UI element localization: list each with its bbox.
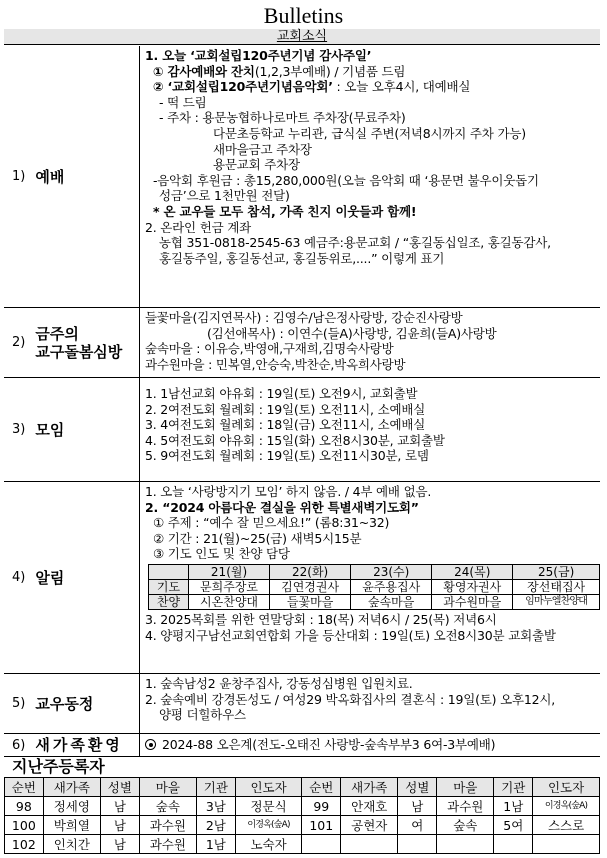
schedule-row-prayer: 기도 문희주장로 김연경권사 윤주용집사 황영자권사 장선태집사 bbox=[149, 579, 600, 594]
registrants-table bbox=[4, 777, 600, 854]
notices-content: 1. 오늘 ‘사랑방지기 모임’ 하지 않음. / 4부 예배 없음. 2. “2024 아름다운 결실을 위한 특별새벽기도회” ① 주제 : “예수 잘 믿으세요!” (롬8:31~32) ② 기간 : 21(월)~25(금) 새벽5시15분 ③ 기도 인도 및 찬양 담당 21(월) 22(화) 23(수) 24(목) 25(금) 기도 문희주장로 김연경권사 윤주용집사 황영자권사 장선태집사 찬양 시온찬양대 들꽃마을 숲속마을 과수원마을 임마누엘찬양대 3. 2025목회를 위한 연말당회 : 18(목) 저녁6시 / 25(목) 저녁6시 4. 양평지구남선교회연합회 가을 등산대회 : 19일(토) 오전8시30분 교회출발 bbox=[139, 482, 600, 673]
section-visitation bbox=[4, 308, 600, 378]
section-label: 4) 알림 bbox=[12, 568, 65, 587]
section-members-news bbox=[4, 674, 600, 734]
prayer-schedule-table bbox=[148, 564, 600, 610]
section-label: 3) 모임 bbox=[12, 420, 65, 439]
section-notices bbox=[4, 482, 600, 674]
welcome-content: 2024-88 오은계(전도-오태진 사랑방-숲속부부3 6여-3부예배) bbox=[139, 734, 600, 756]
meetings-content: 1. 1남선교회 야유회 : 19일(토) 오전9시, 교회출발 2. 2여전도회 월례회 : 19일(토) 오전11시, 소예배실 3. 4여전도회 월례회 : 18일(금) 오전11시, 소예배실 4. 5여전도회 야유회 : 15일(화) 오전8시30분, 교회출발 5. 9여전도회 월례회 : 19일(토) 오전11시30분, 로뎀 bbox=[139, 378, 600, 481]
section-meetings bbox=[4, 378, 600, 482]
table-header-row: 순번 새가족 성별 마을 기관 인도자 순번 새가족 성별 마을 기관 인도자 bbox=[5, 778, 600, 797]
table-row: 100 박희열 남 과수원 2남 이경옥(숲A) 101 공현자 여 숲속 5여 스스로 bbox=[5, 816, 600, 835]
schedule-header-row: 21(월) 22(화) 23(수) 24(목) 25(금) bbox=[149, 564, 600, 579]
section-label: 6) 새가족환영 bbox=[12, 736, 123, 754]
visitation-content: 들꽃마을(김지연목사) : 김영수/남은정사랑방, 강순진사랑방 (김선애목사) : 이연수(들A)사랑방, 김윤희(들A)사랑방 숲속마을 : 이유승,박영애,구재희,김명숙사랑방 과수원마을 : 민복열,안승숙,박찬순,박옥희사랑방 bbox=[139, 308, 600, 377]
registrants-title: 지난주등록자 bbox=[12, 757, 105, 776]
worship-content: 1. 오늘 ‘교회설립120주년기념 감사주일’ ① 감사예배와 잔치(1,2,3부예배) / 기념품 드림 ② ‘교회설립120주년기념음악회’ : 오늘 오후4시, 대예배실 - 떡 드림 - 주차 : 용문농협하나로마트 주차장(무료주차) 다문초등학교 누리관, 급식실 주변(저녁8시까지 주차 가능) 새마을금고 주차장 용문교회 주차장 -음악회 후원금 : 총15,280,000원(오늘 음악회 때 ‘용문면 불우이웃돕기 성금’으로 1천만원 전달) * 온 교우들 모두 참석, 가족 친지 이웃들과 함께! 2. 온라인 헌금 계좌 농협 351-0818-2545-63 예금주:용문교회 / “홍길동십일조, 홍길동감사, 홍길동주일, 홍길동선교, 홍길동위로,....” 이렇게 표기 bbox=[139, 46, 600, 307]
section-worship bbox=[4, 46, 600, 308]
section-welcome bbox=[4, 734, 600, 757]
schedule-row-praise: 찬양 시온찬양대 들꽃마을 숲속마을 과수원마을 임마누엘찬양대 bbox=[149, 594, 600, 609]
members-news-content: 1. 숲속남성2 윤창주집사, 강동성심병원 입원치료. 2. 숲속예비 강경돈성도 / 여성29 박옥화집사의 결혼식 : 19일(토) 오후12시, 양평 더힐하우스 bbox=[139, 674, 600, 733]
section-header: 교회소식 bbox=[4, 29, 600, 45]
page-title: Bulletins bbox=[263, 3, 344, 28]
section-label: 2) 금주의 교구돌봄심방 bbox=[12, 324, 123, 361]
table-row: 102 인치간 남 과수원 1남 노숙자 bbox=[5, 835, 600, 854]
section-label: 5) 교우동정 bbox=[12, 694, 94, 713]
section-label: 1) 예배 bbox=[12, 167, 65, 186]
table-row: 98 정세영 남 숲속 3남 정문식 99 안재호 남 과수원 1남 이경옥(숲A) bbox=[5, 797, 600, 816]
radio-selected-icon bbox=[145, 739, 156, 750]
